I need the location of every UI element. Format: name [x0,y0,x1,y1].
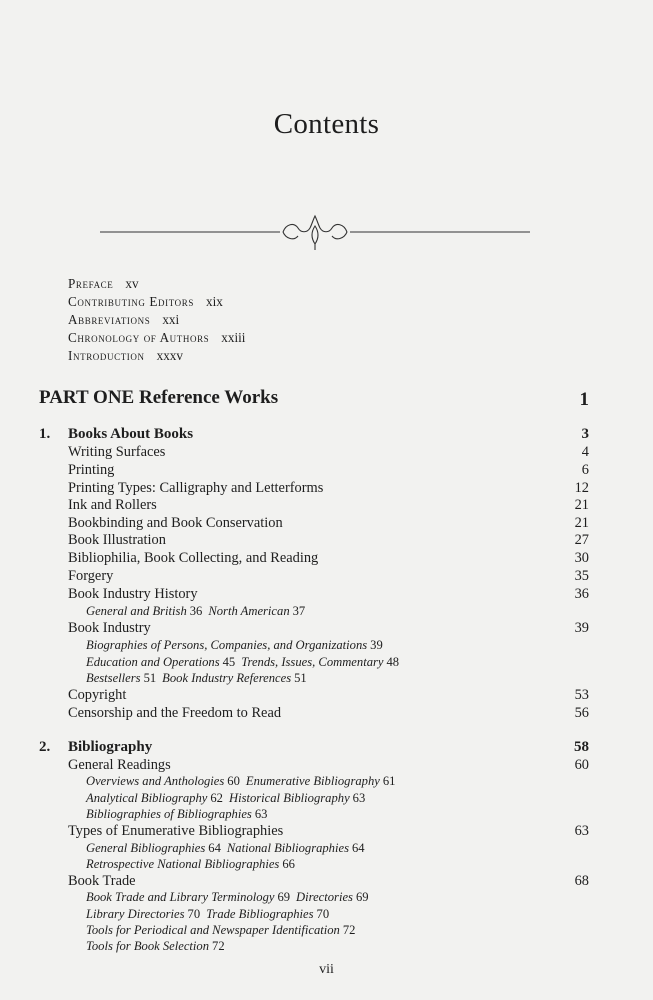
toc-entry: Printing Types: Calligraphy and Letterforms 12 [68,480,589,496]
chapter-heading [39,739,589,756]
toc-subentry-line: Analytical Bibliography 62 Historical Bibliography 63 [86,791,366,805]
chapter-page: 3 [581,426,589,442]
toc-entry: Forgery 35 [68,568,589,584]
toc-subentry-line: General Bibliographies 64 National Bibliographies 64 [86,841,365,855]
toc-entry: Types of Enumerative Bibliographies 63 [68,823,589,839]
toc-subentry-line: Biographies of Persons, Companies, and Organizations 39 [86,638,383,652]
page-number: vii [319,962,334,977]
chapter-title: Bibliography [68,739,153,755]
front-matter-item: Preface xv [68,276,139,291]
chapter-number: 1. [39,426,51,442]
toc-subentry-line: Book Trade and Library Terminology 69 Directories 69 [86,890,369,904]
toc-subentry-line: Education and Operations 45 Trends, Issues, Commentary 48 [86,655,400,669]
front-matter-item: Introduction xxxv [68,348,183,363]
part-page: 1 [579,389,589,410]
toc-entry: Censorship and the Freedom to Read 56 [68,705,589,721]
chapter-page: 58 [574,739,589,755]
toc-entry: General Readings 60 [68,757,589,773]
front-matter-item: Chronology of Authors xxiii [68,330,246,345]
chapter-title: Books About Books [68,426,194,442]
toc-subentry-line: Tools for Book Selection 72 [86,939,225,953]
toc-entry: Bibliophilia, Book Collecting, and Reading 30 [68,550,589,566]
front-matter-item: Contributing Editors xix [68,294,223,309]
toc-entry: Writing Surfaces 4 [68,444,589,460]
toc-subentry-line: Bibliographies of Bibliographies 63 [86,807,268,821]
chapter-heading [39,426,589,443]
toc-entry: Printing 6 [68,462,589,478]
toc-subentry-line: Bestsellers 51 Book Industry References 51 [86,671,307,685]
toc-subentry-line: Retrospective National Bibliographies 66 [86,857,295,871]
toc-entry: Ink and Rollers 21 [68,497,589,513]
toc-entry: Bookbinding and Book Conservation 21 [68,515,589,531]
front-matter-item: Abbreviations xxi [68,312,180,327]
flourish-ornament-icon [100,212,530,252]
toc-subentry-line: Tools for Periodical and Newspaper Identification 72 [86,923,356,937]
toc-entry: Book Industry History 36 [68,586,589,602]
page-title: Contents [273,108,380,140]
toc-entry: Copyright 53 [68,687,589,703]
toc-subentry-line: Library Directories 70 Trade Bibliographies 70 [86,907,330,921]
toc-entry: Book Trade 68 [68,873,589,889]
part-heading [39,387,589,409]
front-matter-list [68,275,245,365]
toc-entry: Book Industry 39 [68,620,589,636]
toc-entry: Book Illustration 27 [68,532,589,548]
part-title: PART ONE Reference Works [39,387,279,408]
toc-subentry-line: General and British 36 North American 37 [86,604,306,618]
chapter-number: 2. [39,739,51,755]
toc-subentry-line: Overviews and Anthologies 60 Enumerative Bibliography 61 [86,774,396,788]
